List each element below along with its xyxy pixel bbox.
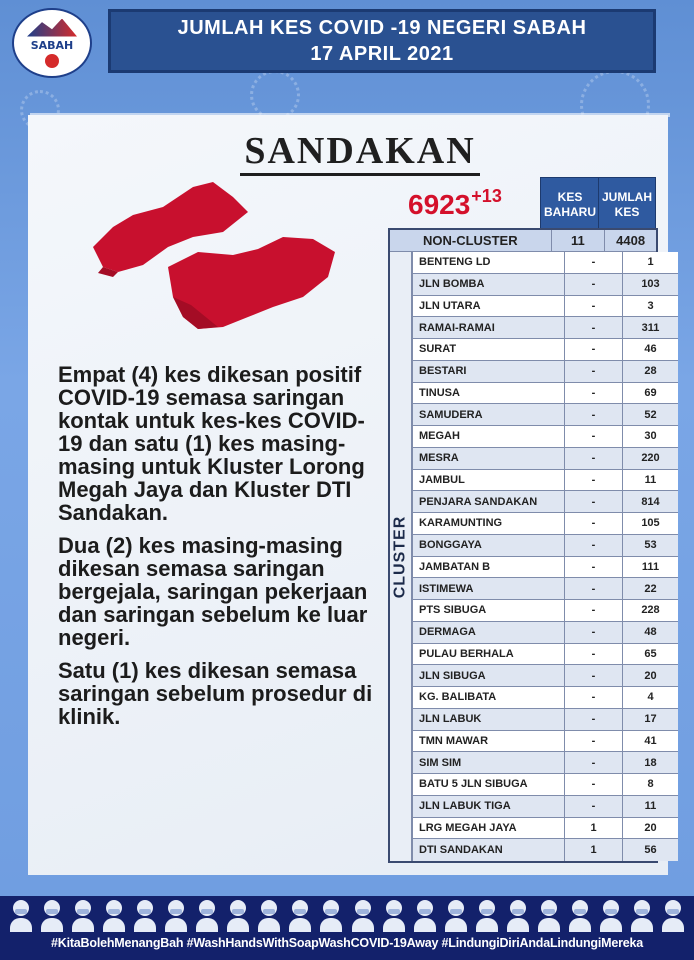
frontliner-icon [476, 898, 498, 932]
table-row [412, 818, 678, 840]
column-header-total: JUMLAH KES [598, 177, 656, 233]
table-row [412, 731, 678, 753]
row-total-cases: 1 [622, 252, 678, 273]
row-total-cases: 11 [622, 470, 678, 491]
row-name: PTS SIBUGA [412, 600, 564, 621]
frontliner-icon [134, 898, 156, 932]
row-name: SIM SIM [412, 752, 564, 773]
row-total-cases: 17 [622, 709, 678, 730]
frontliner-icon [165, 898, 187, 932]
row-new-cases: - [564, 274, 622, 295]
cluster-label-text: CLUSTER [391, 515, 409, 598]
row-new-cases: - [564, 252, 622, 273]
row-name: BENTENG LD [412, 252, 564, 273]
row-new-cases: - [564, 665, 622, 686]
row-total-cases: 8 [622, 774, 678, 795]
row-name: JLN UTARA [412, 296, 564, 317]
row-name: JLN LABUK [412, 709, 564, 730]
report-date: 17 APRIL 2021 [310, 43, 454, 65]
row-name: JAMBUL [412, 470, 564, 491]
table-row [412, 491, 678, 513]
row-name: BATU 5 JLN SIBUGA [412, 774, 564, 795]
cluster-label [390, 252, 412, 861]
frontliner-icon [507, 898, 529, 932]
table-row [412, 383, 678, 405]
row-name: SURAT [412, 339, 564, 360]
row-name: JAMBATAN B [412, 557, 564, 578]
row-name: JLN BOMBA [412, 274, 564, 295]
description-paragraph: Dua (2) kes masing-masing dikesan semasa saringan bergejala, saringan pekerjaan dan saringan sebelum ke luar negeri. [58, 533, 368, 650]
footer-hashtags: #KitaBolehMenangBah #WashHandsWithSoapWashCOVID-19Away #LindungiDiriAndaLindungiMereka [50, 936, 644, 950]
row-total-cases: 814 [622, 491, 678, 512]
frontliner-icon [289, 898, 311, 932]
frontliner-icon [631, 898, 653, 932]
row-name: TMN MAWAR [412, 731, 564, 752]
district-card [28, 115, 668, 875]
row-name: LRG MEGAH JAYA [412, 818, 564, 839]
row-name: ISTIMEWA [412, 578, 564, 599]
frontliner-icon [383, 898, 405, 932]
row-total-cases: 41 [622, 731, 678, 752]
row-total-cases: 65 [622, 644, 678, 665]
row-total-cases: 111 [622, 557, 678, 578]
frontliner-icon [414, 898, 436, 932]
row-name: PULAU BERHALA [412, 644, 564, 665]
row-total-cases: 220 [622, 448, 678, 469]
table-row [412, 644, 678, 666]
row-total-cases: 18 [622, 752, 678, 773]
row-total-cases: 56 [622, 839, 678, 861]
row-new-cases: - [564, 578, 622, 599]
title-banner [108, 9, 656, 73]
row-new-cases: - [564, 339, 622, 360]
row-new-cases: 1 [564, 818, 622, 839]
table-row [412, 448, 678, 470]
row-total-cases: 11 [622, 796, 678, 817]
row-name: JLN SIBUGA [412, 665, 564, 686]
row-name: KARAMUNTING [412, 513, 564, 534]
frontliner-icon [600, 898, 622, 932]
row-total-cases: 28 [622, 361, 678, 382]
mountain-logo-icon [27, 19, 77, 37]
row-new-cases: - [564, 404, 622, 425]
row-total-cases: 311 [622, 317, 678, 338]
row-name: PENJARA SANDAKAN [412, 491, 564, 512]
row-new-cases: - [564, 296, 622, 317]
table-row [412, 839, 678, 861]
table-row [412, 339, 678, 361]
table-row [412, 513, 678, 535]
row-new-cases: - [564, 796, 622, 817]
frontliner-illustrations [10, 898, 684, 934]
table-row [412, 774, 678, 796]
row-name: KG. BALIBATA [412, 687, 564, 708]
frontliner-icon [10, 898, 32, 932]
frontliner-icon [72, 898, 94, 932]
frontliner-icon [662, 898, 684, 932]
row-new-cases: 1 [564, 839, 622, 861]
row-name: BONGGAYA [412, 535, 564, 556]
frontliner-icon [41, 898, 63, 932]
row-total-cases: 20 [622, 665, 678, 686]
frontliner-icon [445, 898, 467, 932]
logo-text: SABAH [30, 38, 74, 52]
row-new-cases: - [564, 448, 622, 469]
column-header-new: KES BAHARU [540, 177, 600, 233]
table-row [412, 426, 678, 448]
row-name: BESTARI [412, 361, 564, 382]
frontliner-icon [352, 898, 374, 932]
row-new-cases: - [564, 361, 622, 382]
row-total-cases: 4 [622, 687, 678, 708]
row-total-cases: 103 [622, 274, 678, 295]
row-total-cases: 53 [622, 535, 678, 556]
table-row [412, 252, 678, 274]
frontliner-icon [538, 898, 560, 932]
frontliner-icon [196, 898, 218, 932]
row-total-cases: 30 [622, 426, 678, 447]
table-row [412, 752, 678, 774]
row-new-cases: - [564, 383, 622, 404]
description-paragraph: Empat (4) kes dikesan positif COVID-19 semasa saringan kontak untuk kes-kes COVID-19 dan satu (1) kes masing-masing untuk Kluster Lorong Megah Jaya dan Kluster DTI Sandakan. [58, 362, 365, 525]
sandakan-map-icon [73, 177, 338, 337]
table-row [412, 622, 678, 644]
row-new-cases: - [564, 731, 622, 752]
row-total-cases: 69 [622, 383, 678, 404]
row-new-cases: - [564, 535, 622, 556]
description-paragraph: Satu (1) kes dikesan semasa saringan sebelum prosedur di klinik. [58, 658, 373, 729]
frontliner-icon [569, 898, 591, 932]
row-total-cases: 4408 [604, 230, 656, 251]
table-row [412, 709, 678, 731]
row-name: DTI SANDAKAN [412, 839, 564, 861]
row-new-cases: 11 [551, 230, 605, 251]
table-row [412, 578, 678, 600]
case-description [58, 363, 383, 738]
cluster-section [390, 252, 660, 861]
row-new-cases: - [564, 513, 622, 534]
total-cases-value: 6923 [408, 189, 471, 220]
page-title: JUMLAH KES COVID -19 NEGERI SABAH [177, 17, 587, 39]
frontliner-icon [320, 898, 342, 932]
row-new-cases: - [564, 470, 622, 491]
table-row [412, 470, 678, 492]
cluster-rows [412, 252, 678, 861]
table-row [412, 404, 678, 426]
table-row [412, 296, 678, 318]
table-row [412, 687, 678, 709]
row-new-cases: - [564, 774, 622, 795]
row-new-cases: - [564, 644, 622, 665]
table-row [412, 796, 678, 818]
row-new-cases: - [564, 491, 622, 512]
cluster-table [388, 228, 658, 863]
row-name: RAMAI-RAMAI [412, 317, 564, 338]
row-new-cases: - [564, 600, 622, 621]
footer-banner [0, 896, 694, 960]
row-new-cases: - [564, 426, 622, 447]
table-row [412, 557, 678, 579]
logo-emblem-icon [45, 54, 59, 68]
frontliner-icon [103, 898, 125, 932]
row-name: NON-CLUSTER [423, 233, 518, 248]
row-total-cases: 22 [622, 578, 678, 599]
row-name: DERMAGA [412, 622, 564, 643]
row-name: SAMUDERA [412, 404, 564, 425]
table-row [412, 600, 678, 622]
row-total-cases: 46 [622, 339, 678, 360]
row-name: TINUSA [412, 383, 564, 404]
table-row [412, 317, 678, 339]
table-row [412, 665, 678, 687]
row-name: JLN LABUK TIGA [412, 796, 564, 817]
row-new-cases: - [564, 557, 622, 578]
frontliner-icon [258, 898, 280, 932]
new-cases-increase: +13 [471, 186, 502, 206]
row-total-cases: 228 [622, 600, 678, 621]
row-total-cases: 20 [622, 818, 678, 839]
table-row [412, 535, 678, 557]
row-total-cases: 105 [622, 513, 678, 534]
row-total-cases: 3 [622, 296, 678, 317]
row-new-cases: - [564, 622, 622, 643]
row-new-cases: - [564, 317, 622, 338]
row-name: MEGAH [412, 426, 564, 447]
row-total-cases: 52 [622, 404, 678, 425]
total-cases [408, 186, 502, 221]
district-name: SANDAKAN [240, 129, 480, 176]
table-row [412, 274, 678, 296]
table-row [412, 361, 678, 383]
row-new-cases: - [564, 752, 622, 773]
row-name: MESRA [412, 448, 564, 469]
row-new-cases: - [564, 687, 622, 708]
table-row-non-cluster [390, 230, 656, 252]
row-new-cases: - [564, 709, 622, 730]
health-department-logo [12, 8, 92, 78]
frontliner-icon [227, 898, 249, 932]
row-total-cases: 48 [622, 622, 678, 643]
